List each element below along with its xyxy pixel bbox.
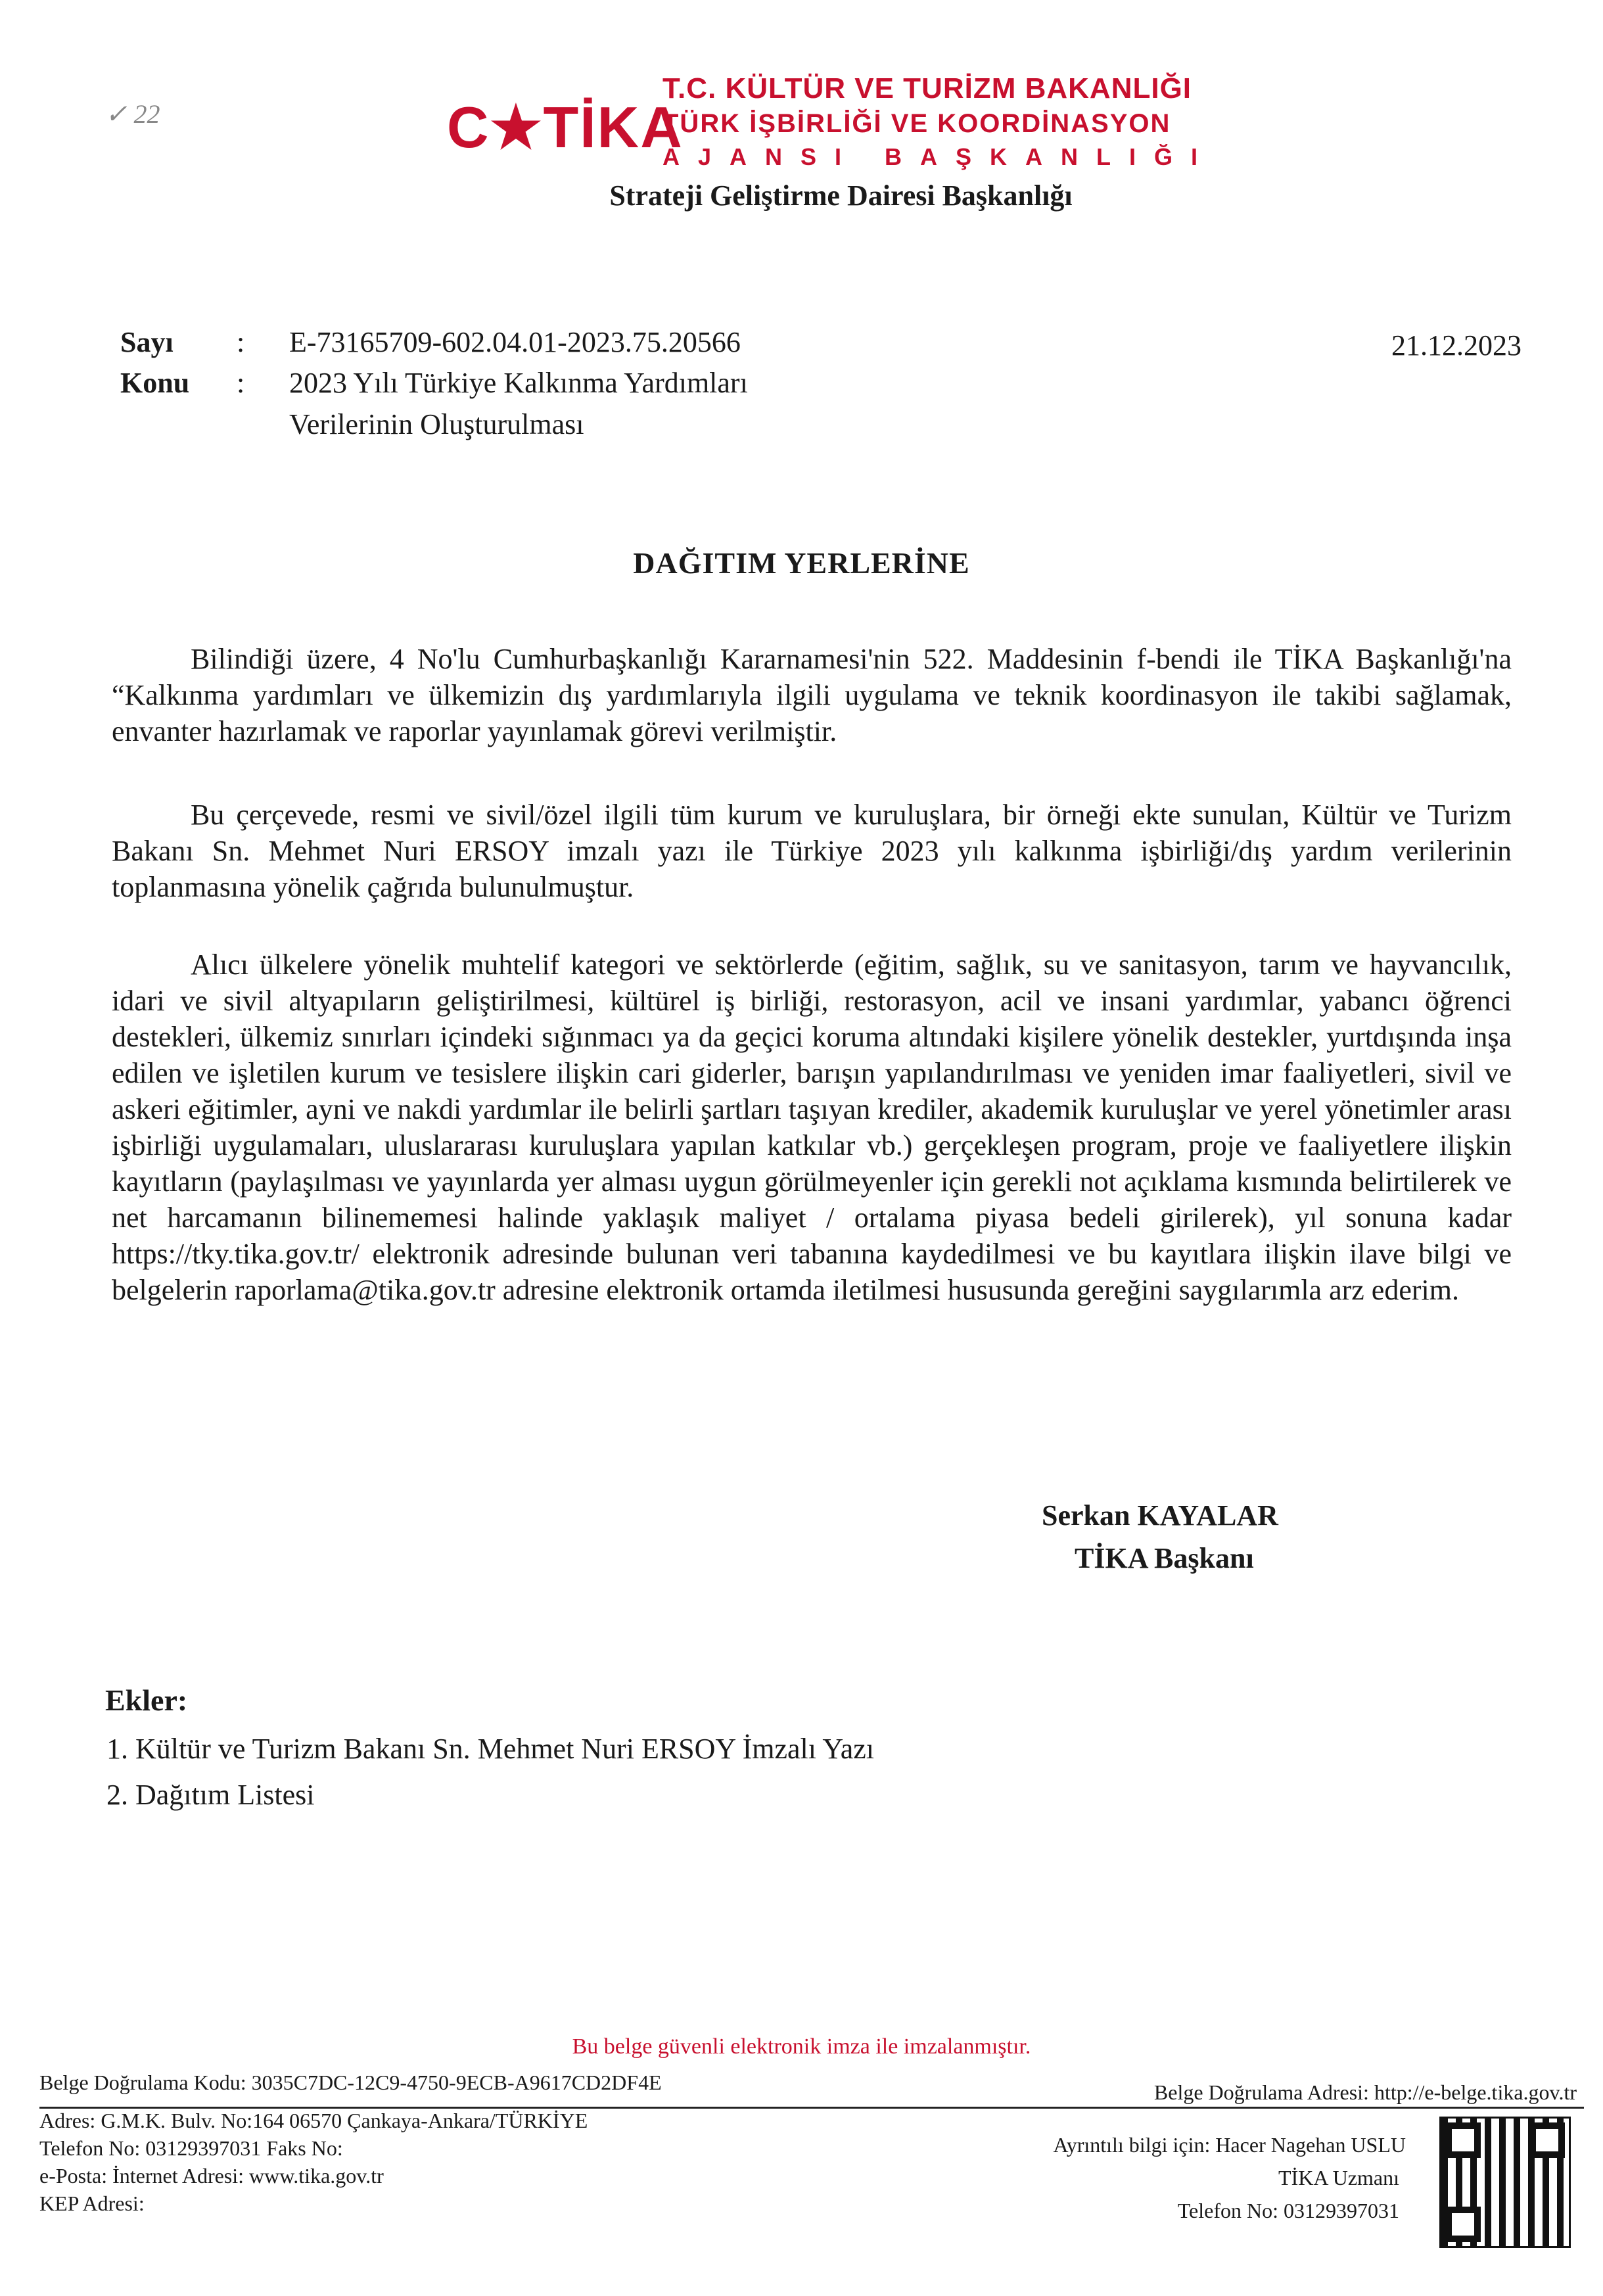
contact-person: Ayrıntılı bilgi için: Hacer Nagehan USLU — [1053, 2133, 1406, 2157]
footer-email: e-Posta: İnternet Adresi: www.tika.gov.tr — [39, 2164, 384, 2188]
qr-finder — [1529, 2122, 1565, 2158]
sayi-value: E-73165709-602.04.01-2023.75.20566 — [289, 326, 741, 358]
footer-address: Adres: G.M.K. Bulv. No:164 06570 Çankaya-Ankara/TÜRKİYE — [39, 2109, 588, 2132]
body-paragraph: Bilindiği üzere, 4 No'lu Cumhurbaşkanlığı Kararnamesi'nin 522. Maddesinin f-bendi ile TİKA Başkanlığı'na “Kalkınma yardımları ve ülkemizin dış yardımlarıyla ilgili uygulama ve teknik koordinasyon ile takibi sağlamak, envanter hazırlamak ve raporlar yayınlamak görevi verilmiştir. — [112, 643, 1512, 747]
konu-label: Konu — [120, 367, 190, 399]
signatory-title: TİKA Başkanı — [1075, 1542, 1254, 1574]
body-paragraph: Alıcı ülkelere yönelik muhtelif kategori ve sektörlerde (eğitim, sağlık, su ve sanitasyon, tarım ve hayvancılık, idari ve sivil altyapıların geliştirilmesi, kültürel iş birliği, restorasyon, acil ve insani yardımlar, yabancı öğrenci destekleri, ülkemiz sınırları içindeki sığınmacı ya da geçici koruma altındaki kişilere yönelik destekler, yurtdışında inşa edilen ve işletilen kurum ve tesislere ilişkin cari giderler, barışın yapılandırılması ve yeniden imar faaliyetleri, sivil ve askeri eğitimler, ayni ve nakdi yardımlar ile belirli şartları taşıyan krediler, akademik kuruluşlar ve yerel yönetimler arası işbirliği uygulamaları, uluslararası kuruluşlara yapılan katkılar vb.) gerçekleşen program, proje ve faaliyetlere ilişkin kayıtların (paylaşılması ve yayınlarda yer alması uygun görülmeyenler için gerekli not açıklama kısmında belirtilerek ve net harcamanın bilinememesi halinde yaklaşık maliyet / ortalama piyasa bedeli girilerek), yıl sonuna kadar https://tky.tika.gov.tr/ elektronik adresinde bulunan veri tabanına kaydedilmesi ve bu kayıtlara ilişkin ilave bilgi ve belgelerin raporlama@tika.gov.tr adresine elektronik ortamda iletilmesi hususunda gereğini saygılarımla arz ederim. — [112, 949, 1512, 1306]
verification-code: Belge Doğrulama Kodu: 3035C7DC-12C9-4750-9ECB-A9617CD2DF4E — [39, 2071, 662, 2094]
sayi-label: Sayı — [120, 326, 174, 358]
attachments-title: Ekler: — [105, 1683, 188, 1717]
handwritten-mark: ✓ 22 — [105, 99, 160, 129]
attachment-item: 1. Kültür ve Turizm Bakanı Sn. Mehmet Nuri ERSOY İmzalı Yazı — [106, 1733, 874, 1765]
agency-presidency: AJANSI BAŞKANLIĞI — [662, 143, 1217, 170]
ministry-name: T.C. KÜLTÜR VE TURİZM BAKANLIĞI — [662, 72, 1192, 105]
distribution-heading: DAĞITIM YERLERİNE — [633, 546, 970, 580]
qr-finder — [1445, 2207, 1481, 2242]
attachment-item: 2. Dağıtım Listesi — [106, 1779, 315, 1811]
qr-finder — [1445, 2122, 1481, 2158]
verification-address: Belge Doğrulama Adresi: http://e-belge.tika.gov.tr — [1153, 2080, 1577, 2104]
contact-title: TİKA Uzmanı — [1278, 2166, 1399, 2190]
document-date: 21.12.2023 — [1391, 329, 1522, 362]
department-label: Strateji Geliştirme Dairesi Başkanlığı — [609, 179, 1073, 212]
konu-value-line2: Verilerinin Oluşturulması — [289, 408, 584, 440]
footer-phone: Telefon No: 03129397031 Faks No: — [39, 2136, 343, 2160]
sayi-colon: : — [237, 326, 245, 358]
contact-phone: Telefon No: 03129397031 — [1177, 2199, 1399, 2222]
e-signature-notice: Bu belge güvenli elektronik imza ile imzalanmıştır. — [572, 2034, 1031, 2059]
konu-colon: : — [237, 367, 245, 399]
agency-name: TÜRK İŞBİRLİĞİ VE KOORDİNASYON — [662, 109, 1171, 138]
footer-kep: KEP Adresi: — [39, 2191, 145, 2215]
tika-logo: C★TİKA — [447, 95, 684, 160]
ministry-name-block — [662, 71, 1216, 174]
department-title — [0, 179, 1603, 212]
signatory-name: Serkan KAYALAR — [1042, 1499, 1278, 1532]
qr-code — [1439, 2117, 1571, 2248]
body-paragraph: Bu çerçevede, resmi ve sivil/özel ilgili tüm kurum ve kuruluşlara, bir örneği ekte sunulan, Kültür ve Turizm Bakanı Sn. Mehmet Nuri ERSOY imzalı yazı ile Türkiye 2023 yılı kalkınma işbirliği/dış yardım verilerinin toplanmasına yönelik çağrıda bulunulmuştur. — [112, 799, 1512, 903]
konu-value-line1: 2023 Yılı Türkiye Kalkınma Yardımları — [289, 367, 748, 399]
